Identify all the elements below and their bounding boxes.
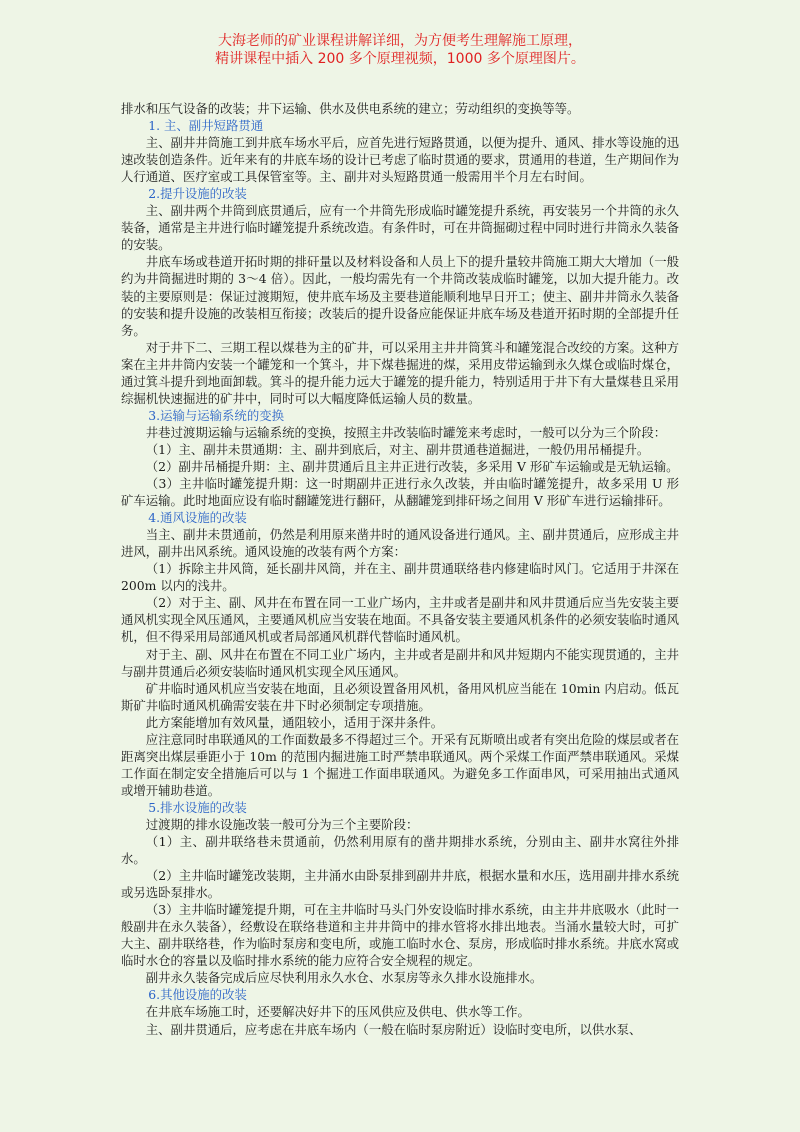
section-5-stage-3: （3）主井临时罐笼提升期，可在主井临时马头门外安设临时排水系统，由主井井底吸水（此时一般副井在永久装备），经敷设在联络巷道和主井井筒中的排水管将水排出地表。当涌水量较大时，可扩大主、副井联络巷，作为临时泵房和变电所，或施工临时水仓、泵房，形成临时排水系统。井底水窝或临时水仓的容量以及临时排水系统的能力应符合安全规程的规定。	[121, 902, 679, 969]
section-4-paragraph-1: 当主、副井未贯通前，仍然是利用原来凿井时的通风设备进行通风。主、副井贯通后，应形成主井进风，副井出风系统。通风设施的改装有两个方案：	[121, 527, 679, 560]
section-6-heading: 6.其他设施的改装	[148, 987, 247, 1003]
section-1-paragraph: 主、副井井筒施工到井底车场水平后，应首先进行短路贯通，以便为提升、通风、排水等设施的迅速改装创造条件。近年来有的井底车场的设计已考虑了临时贯通的要求，贯通用的巷道，生产期间作为人行通道、医疗室或工具保管室等。主、副井对头短路贯通一般需用半个月左右时间。	[121, 135, 679, 185]
section-3-paragraph-1: 井巷过渡期运输与运输系统的变换，按照主井改装临时罐笼来考虑时，一般可以分为三个阶段：	[145, 424, 667, 440]
section-4-option-2: （2）对于主、副、风井在布置在同一工业广场内，主井或者是副井和风井贯通后应当先安装主要通风机实现全风压通风，主要通风机应当安装在地面。不具备安装主要通风机条件的必须安装临时通风机，但不得采用局部通风机或者局部通风机群代替临时通风机。	[121, 595, 679, 645]
promo-banner	[0, 32, 800, 68]
section-4-paragraph-6: 此方案能增加有效风量，通阻较小，适用于深井条件。	[145, 714, 444, 730]
section-6-paragraph-1: 在井底车场施工时，还要解决好井下的压风供应及供电、供水等工作。	[145, 1004, 530, 1020]
section-2-paragraph-1: 主、副井两个井筒到底贯通后，应有一个井筒先形成临时罐笼提升系统，再安装另一个井筒的永久装备，通常是主井进行临时罐笼提升系统改造。有条件时，可在井筒掘砌过程中同时进行井筒永久装备的安装。	[121, 203, 679, 253]
section-4-paragraph-5: 矿井临时通风机应当安装在地面，且必须设置备用风机，备用风机应当能在 10min 内启动。低瓦斯矿井临时通风机确需安装在井下时必须制定专项措施。	[121, 680, 679, 713]
section-3-stage-1: （1）主、副井未贯通期：主、副井到底后，对主、副井贯通巷道掘进，一般仍用吊桶提升。	[145, 441, 650, 457]
section-5-heading: 5.排水设施的改装	[148, 799, 247, 815]
section-3-stage-3: （3）主井临时罐笼提升期：这一时期副井正进行永久改装，并由临时罐笼提升，故多采用 U 形矿车运输。此时地面应设有临时翻罐笼进行翻矸，从翻罐笼到排矸场之间用 V 形矿车进行运输排矸。	[121, 476, 679, 509]
section-5-paragraph-1: 过渡期的排水设施改装一般可分为三个主要阶段：	[145, 816, 419, 832]
section-2-heading: 2.提升设施的改装	[148, 186, 247, 202]
section-4-option-1: （1）拆除主井风筒，延长副井风筒，并在主、副井贯通联络巷内修建临时风门。它适用于井深在 200m 以内的浅井。	[121, 561, 679, 594]
banner-line-1: 大海老师的矿业课程讲解详细，为方便考生理解施工原理，	[218, 33, 582, 49]
section-2-paragraph-3: 对于井下二、三期工程以煤巷为主的矿井，可以采用主井井筒箕斗和罐笼混合改绞的方案。这种方案在主井井筒内安装一个罐笼和一个箕斗，井下煤巷掘进的煤，采用皮带运输到永久煤仓或临时煤仓，通过箕斗提升到地面卸载。箕斗的提升能力远大于罐笼的提升能力，特别适用于井下有大量煤巷且采用综掘机快速掘进的矿井中，同时可以大幅度降低运输人员的数量。	[121, 339, 679, 406]
section-5-stage-2: （2）主井临时罐笼改装期，主井涌水由卧泵排到副井井底，根据水量和水压，选用副井排水系统或另选卧泵排水。	[121, 868, 679, 901]
section-3-heading: 3.运输与运输系统的变换	[148, 407, 284, 423]
section-1-heading: 1. 主、副井短路贯通	[148, 118, 264, 134]
document-body	[121, 100, 679, 1038]
section-4-paragraph-7: 应注意同时串联通风的工作面数最多不得超过三个。开采有瓦斯喷出或者有突出危险的煤层或者在距离突出煤层垂距小于 10m 的范围内掘进施工时严禁串联通风。两个采煤工作面严禁串联通风。采煤工作面在制定安全措施后可以与 1 个掘进工作面串联通风。为避免多工作面串风，可采用抽出式通风或增开辅助巷道。	[121, 731, 679, 798]
intro-paragraph: 排水和压气设备的改装；井下运输、供水及供电系统的建立；劳动组织的变换等等。	[121, 101, 580, 116]
section-4-heading: 4.通风设施的改装	[148, 510, 247, 526]
section-2-paragraph-2: 井底车场或巷道开拓时期的排矸量以及材料设备和人员上下的提升量较井筒施工期大大增加（一般约为井筒掘进时期的 3～4 倍）。因此，一般均需先有一个井筒改装成临时罐笼，以加大提升能力。改装的主要原则是：保证过渡期短，使井底车场及主要巷道能顺利地早日开工；使主、副井井筒永久装备的安装和提升设施的改装相互衔接；改装后的提升设备应能保证井底车场及巷道开拓时期的全部提升任务。	[121, 254, 679, 338]
section-5-stage-1: （1）主、副井联络巷未贯通前，仍然利用原有的凿井期排水系统，分别由主、副井水窝往外排水。	[121, 834, 679, 867]
banner-line-2: 精讲课程中插入 200 多个原理视频，1000 多个原理图片。	[215, 51, 585, 67]
section-4-paragraph-4: 对于主、副、风井在布置在不同工业广场内，主井或者是副井和风井短期内不能实现贯通的，主井与副井贯通后必须安装临时通风机实现全风压通风。	[121, 646, 679, 679]
section-3-stage-2: （2）副井吊桶提升期：主、副井贯通后且主井正进行改装，多采用 V 形矿车运输或是无轨运输。	[145, 458, 679, 474]
section-6-paragraph-2: 主、副井贯通后，应考虑在井底车场内（一般在临时泵房附近）设临时变电所，以供水泵、	[145, 1021, 642, 1037]
section-5-paragraph-5: 副井永久装备完成后应尽快利用永久水仓、水泵房等永久排水设施排水。	[145, 970, 543, 986]
